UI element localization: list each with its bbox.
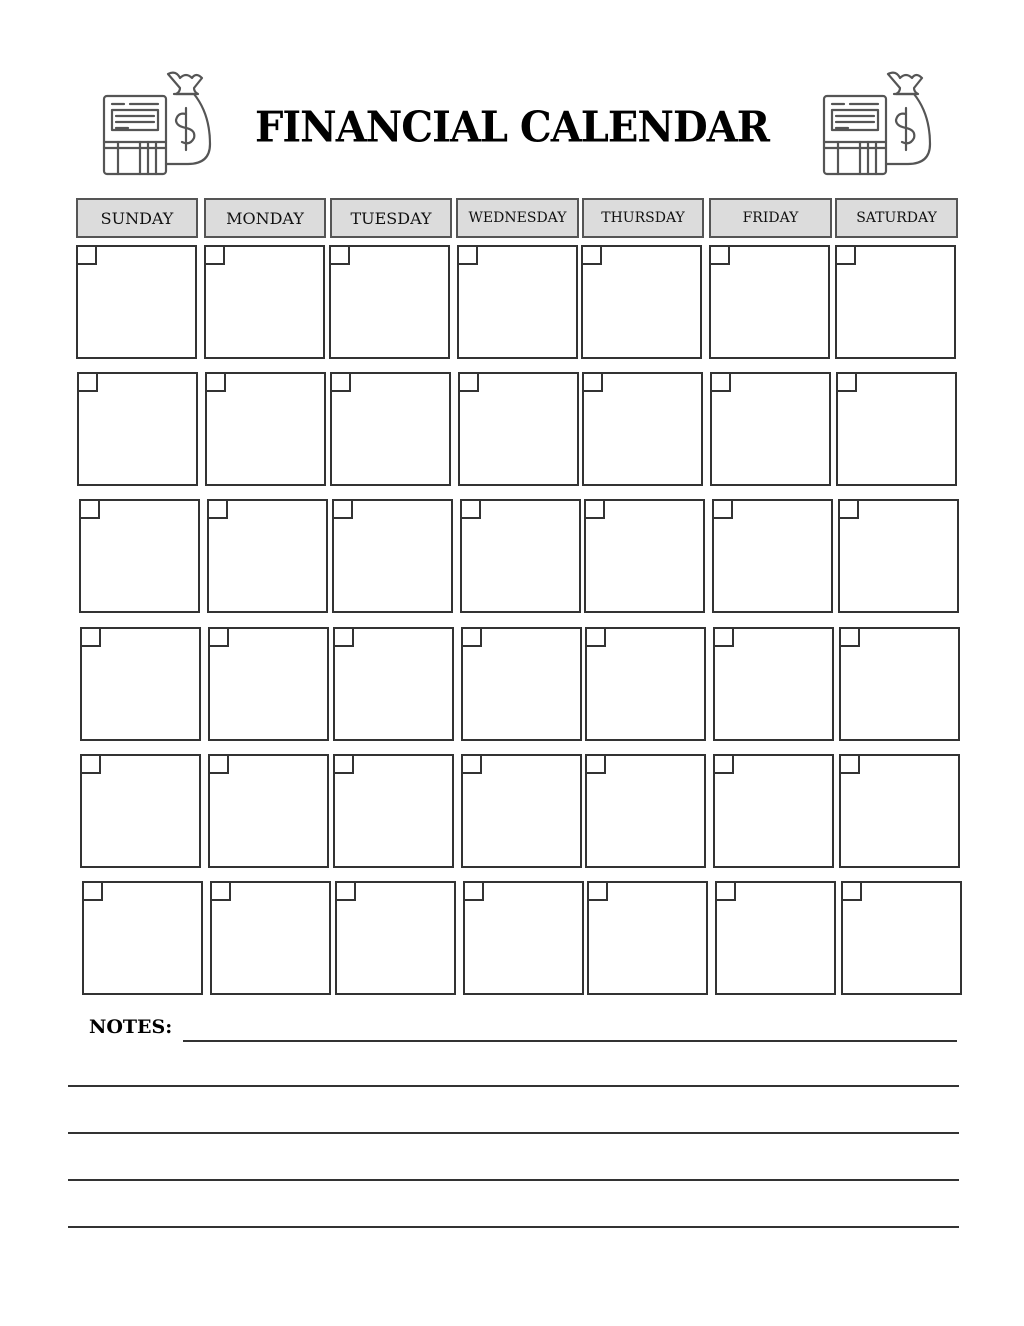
calendar-day-cell[interactable] [332, 499, 453, 613]
calendar-day-cell[interactable] [713, 627, 834, 741]
date-box[interactable] [715, 756, 734, 774]
date-box[interactable] [82, 629, 101, 647]
calendar-day-cell[interactable] [333, 627, 454, 741]
date-box[interactable] [586, 501, 605, 519]
weekday-header-thursday: THURSDAY [582, 198, 704, 238]
calendar-day-cell[interactable] [210, 881, 331, 995]
date-box[interactable] [837, 247, 856, 265]
calendar-day-cell[interactable] [461, 627, 582, 741]
calculator-moneybag-icon [820, 66, 932, 178]
date-box[interactable] [335, 756, 354, 774]
date-box[interactable] [335, 629, 354, 647]
date-box[interactable] [332, 374, 351, 392]
calendar-day-cell[interactable] [713, 754, 834, 868]
calendar-day-cell[interactable] [458, 372, 579, 486]
calendar-day-cell[interactable] [839, 627, 960, 741]
calendar-day-cell[interactable] [333, 754, 454, 868]
calendar-day-cell[interactable] [584, 499, 705, 613]
date-box[interactable] [82, 756, 101, 774]
calendar-day-cell[interactable] [335, 881, 456, 995]
calendar-day-cell[interactable] [585, 627, 706, 741]
notes-line[interactable] [68, 1132, 959, 1134]
date-box[interactable] [334, 501, 353, 519]
date-box[interactable] [712, 374, 731, 392]
notes-line[interactable] [68, 1226, 959, 1228]
weekday-header-row [76, 198, 960, 240]
calendar-day-cell[interactable] [835, 245, 956, 359]
calendar-day-cell[interactable] [329, 245, 450, 359]
date-box[interactable] [841, 629, 860, 647]
calendar-day-cell[interactable] [585, 754, 706, 868]
date-box[interactable] [79, 374, 98, 392]
date-box[interactable] [843, 883, 862, 901]
notes-line[interactable] [68, 1085, 959, 1087]
date-box[interactable] [337, 883, 356, 901]
calendar-day-cell[interactable] [582, 372, 703, 486]
calendar-day-cell[interactable] [205, 372, 326, 486]
weekday-header-monday: MONDAY [204, 198, 326, 238]
calendar-day-cell[interactable] [207, 499, 328, 613]
notes-line[interactable] [68, 1179, 959, 1181]
date-box[interactable] [838, 374, 857, 392]
calendar-day-cell[interactable] [208, 627, 329, 741]
date-box[interactable] [331, 247, 350, 265]
date-box[interactable] [78, 247, 97, 265]
date-box[interactable] [210, 756, 229, 774]
date-box[interactable] [465, 883, 484, 901]
weekday-header-wednesday: WEDNESDAY [456, 198, 579, 238]
weekday-header-sunday: SUNDAY [76, 198, 198, 238]
calendar-day-cell[interactable] [76, 245, 197, 359]
date-box[interactable] [459, 247, 478, 265]
date-box[interactable] [460, 374, 479, 392]
date-box[interactable] [715, 629, 734, 647]
date-box[interactable] [584, 374, 603, 392]
notes-label: NOTES: [89, 1016, 173, 1038]
calendar-day-cell[interactable] [710, 372, 831, 486]
calendar-day-cell[interactable] [587, 881, 708, 995]
notes-line[interactable] [183, 1040, 957, 1042]
weekday-header-friday: FRIDAY [709, 198, 832, 238]
calendar-day-cell[interactable] [581, 245, 702, 359]
date-box[interactable] [841, 756, 860, 774]
date-box[interactable] [587, 629, 606, 647]
date-box[interactable] [463, 629, 482, 647]
date-box[interactable] [212, 883, 231, 901]
date-box[interactable] [587, 756, 606, 774]
calendar-day-cell[interactable] [204, 245, 325, 359]
weekday-header-tuesday: TUESDAY [330, 198, 452, 238]
date-box[interactable] [207, 374, 226, 392]
date-box[interactable] [717, 883, 736, 901]
calendar-day-cell[interactable] [463, 881, 584, 995]
calendar-day-cell[interactable] [330, 372, 451, 486]
date-box[interactable] [583, 247, 602, 265]
date-box[interactable] [84, 883, 103, 901]
date-box[interactable] [81, 501, 100, 519]
calendar-day-cell[interactable] [457, 245, 578, 359]
date-box[interactable] [840, 501, 859, 519]
page-title: FINANCIAL CALENDAR [255, 102, 769, 153]
calendar-day-cell[interactable] [460, 499, 581, 613]
calendar-day-cell[interactable] [838, 499, 959, 613]
calendar-day-cell[interactable] [712, 499, 833, 613]
calendar-day-cell[interactable] [80, 627, 201, 741]
calendar-day-cell[interactable] [839, 754, 960, 868]
date-box[interactable] [714, 501, 733, 519]
calendar-day-cell[interactable] [836, 372, 957, 486]
calendar-day-cell[interactable] [841, 881, 962, 995]
calculator-moneybag-icon [100, 66, 212, 178]
date-box[interactable] [209, 501, 228, 519]
calendar-day-cell[interactable] [709, 245, 830, 359]
date-box[interactable] [210, 629, 229, 647]
calendar-day-cell[interactable] [82, 881, 203, 995]
calendar-day-cell[interactable] [77, 372, 198, 486]
weekday-header-saturday: SATURDAY [835, 198, 958, 238]
calendar-day-cell[interactable] [80, 754, 201, 868]
date-box[interactable] [711, 247, 730, 265]
date-box[interactable] [462, 501, 481, 519]
calendar-day-cell[interactable] [79, 499, 200, 613]
calendar-day-cell[interactable] [715, 881, 836, 995]
date-box[interactable] [463, 756, 482, 774]
calendar-day-cell[interactable] [461, 754, 582, 868]
date-box[interactable] [589, 883, 608, 901]
calendar-day-cell[interactable] [208, 754, 329, 868]
date-box[interactable] [206, 247, 225, 265]
